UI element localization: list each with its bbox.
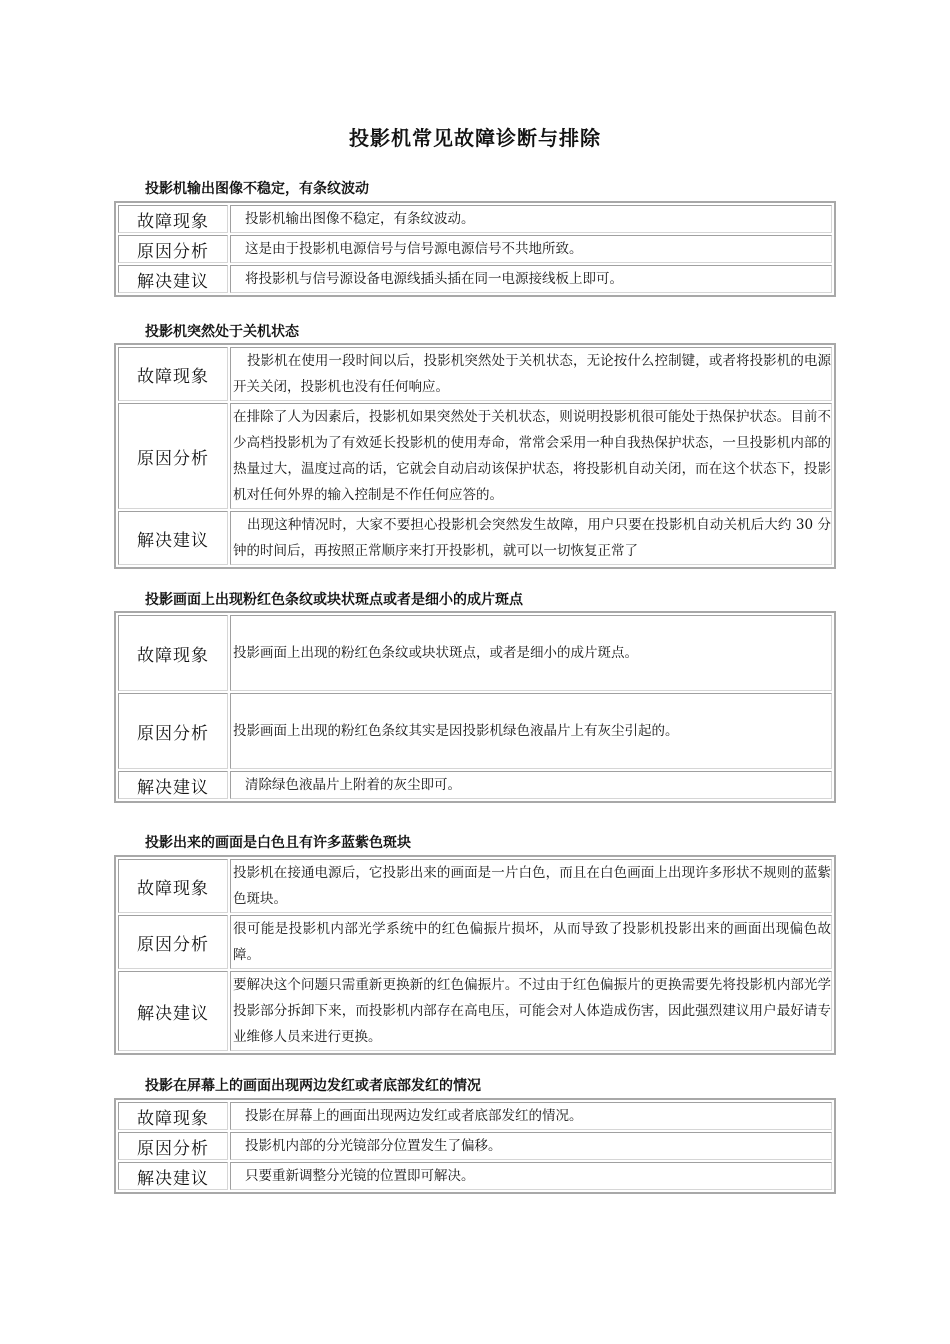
cause-row bbox=[118, 1132, 832, 1160]
cause-label: 原因分析 bbox=[118, 403, 228, 509]
solution-row bbox=[118, 771, 832, 799]
symptom-row bbox=[118, 859, 832, 913]
solution-row bbox=[118, 265, 832, 293]
symptom-label: 故障现象 bbox=[118, 205, 228, 233]
solution-text: 清除绿色液晶片上附着的灰尘即可。 bbox=[230, 771, 832, 799]
cause-text: 投影画面上出现的粉红色条纹其实是因投影机绿色液晶片上有灰尘引起的。 bbox=[230, 693, 832, 769]
section-heading: 投影出来的画面是白色且有许多蓝紫色斑块 bbox=[145, 835, 411, 851]
cause-text: 这是由于投影机电源信号与信号源电源信号不共地所致。 bbox=[230, 235, 832, 263]
symptom-text: 投影机在使用一段时间以后，投影机突然处于关机状态，无论按什么控制键，或者将投影机的电源开关关闭，投影机也没有任何响应。 bbox=[230, 347, 832, 401]
cause-row bbox=[118, 915, 832, 969]
cause-label: 原因分析 bbox=[118, 235, 228, 263]
solution-row bbox=[118, 1162, 832, 1190]
page-title: 投影机常见故障诊断与排除 bbox=[349, 126, 601, 150]
fault-table bbox=[114, 1098, 836, 1194]
fault-table bbox=[114, 343, 836, 569]
solution-text: 出现这种情况时，大家不要担心投影机会突然发生故障，用户只要在投影机自动关机后大约 30 分钟的时间后，再按照正常顺序来打开投影机，就可以一切恢复正常了 bbox=[230, 511, 832, 565]
section-heading: 投影机输出图像不稳定，有条纹波动 bbox=[145, 181, 369, 197]
cause-row bbox=[118, 693, 832, 769]
symptom-text: 投影画面上出现的粉红色条纹或块状斑点，或者是细小的成片斑点。 bbox=[230, 615, 832, 691]
solution-text: 只要重新调整分光镜的位置即可解决。 bbox=[230, 1162, 832, 1190]
cause-label: 原因分析 bbox=[118, 915, 228, 969]
solution-row bbox=[118, 971, 832, 1051]
symptom-row bbox=[118, 615, 832, 691]
symptom-text: 投影机输出图像不稳定，有条纹波动。 bbox=[230, 205, 832, 233]
symptom-text: 投影在屏幕上的画面出现两边发红或者底部发红的情况。 bbox=[230, 1102, 832, 1130]
cause-row bbox=[118, 403, 832, 509]
cause-text: 在排除了人为因素后，投影机如果突然处于关机状态，则说明投影机很可能处于热保护状态。目前不少高档投影机为了有效延长投影机的使用寿命，常常会采用一种自我热保护状态，一旦投影机内部的热量过大，温度过高的话，它就会自动启动该保护状态，将投影机自动关闭，而在这个状态下，投影机对任何外界的输入控制是不作任何应答的。 bbox=[230, 403, 832, 509]
symptom-label: 故障现象 bbox=[118, 859, 228, 913]
cause-label: 原因分析 bbox=[118, 693, 228, 769]
symptom-label: 故障现象 bbox=[118, 347, 228, 401]
cause-label: 原因分析 bbox=[118, 1132, 228, 1160]
solution-label: 解决建议 bbox=[118, 511, 228, 565]
solution-text: 要解决这个问题只需重新更换新的红色偏振片。不过由于红色偏振片的更换需要先将投影机内部光学投影部分拆卸下来，而投影机内部存在高电压，可能会对人体造成伤害，因此强烈建议用户最好请专业维修人员来进行更换。 bbox=[230, 971, 832, 1051]
solution-label: 解决建议 bbox=[118, 265, 228, 293]
solution-label: 解决建议 bbox=[118, 971, 228, 1051]
cause-row bbox=[118, 235, 832, 263]
cause-text: 投影机内部的分光镜部分位置发生了偏移。 bbox=[230, 1132, 832, 1160]
section-heading: 投影机突然处于关机状态 bbox=[145, 324, 299, 340]
symptom-label: 故障现象 bbox=[118, 1102, 228, 1130]
solution-row bbox=[118, 511, 832, 565]
symptom-row bbox=[118, 205, 832, 233]
section-heading: 投影画面上出现粉红色条纹或块状斑点或者是细小的成片斑点 bbox=[145, 592, 523, 608]
solution-text: 将投影机与信号源设备电源线插头插在同一电源接线板上即可。 bbox=[230, 265, 832, 293]
cause-text: 很可能是投影机内部光学系统中的红色偏振片损坏，从而导致了投影机投影出来的画面出现偏色故障。 bbox=[230, 915, 832, 969]
symptom-row bbox=[118, 1102, 832, 1130]
symptom-row bbox=[118, 347, 832, 401]
fault-table bbox=[114, 611, 836, 803]
symptom-label: 故障现象 bbox=[118, 615, 228, 691]
symptom-text: 投影机在接通电源后，它投影出来的画面是一片白色，而且在白色画面上出现许多形状不规则的蓝紫色斑块。 bbox=[230, 859, 832, 913]
solution-label: 解决建议 bbox=[118, 771, 228, 799]
fault-table bbox=[114, 201, 836, 297]
fault-table bbox=[114, 855, 836, 1055]
solution-label: 解决建议 bbox=[118, 1162, 228, 1190]
section-heading: 投影在屏幕上的画面出现两边发红或者底部发红的情况 bbox=[145, 1078, 481, 1094]
